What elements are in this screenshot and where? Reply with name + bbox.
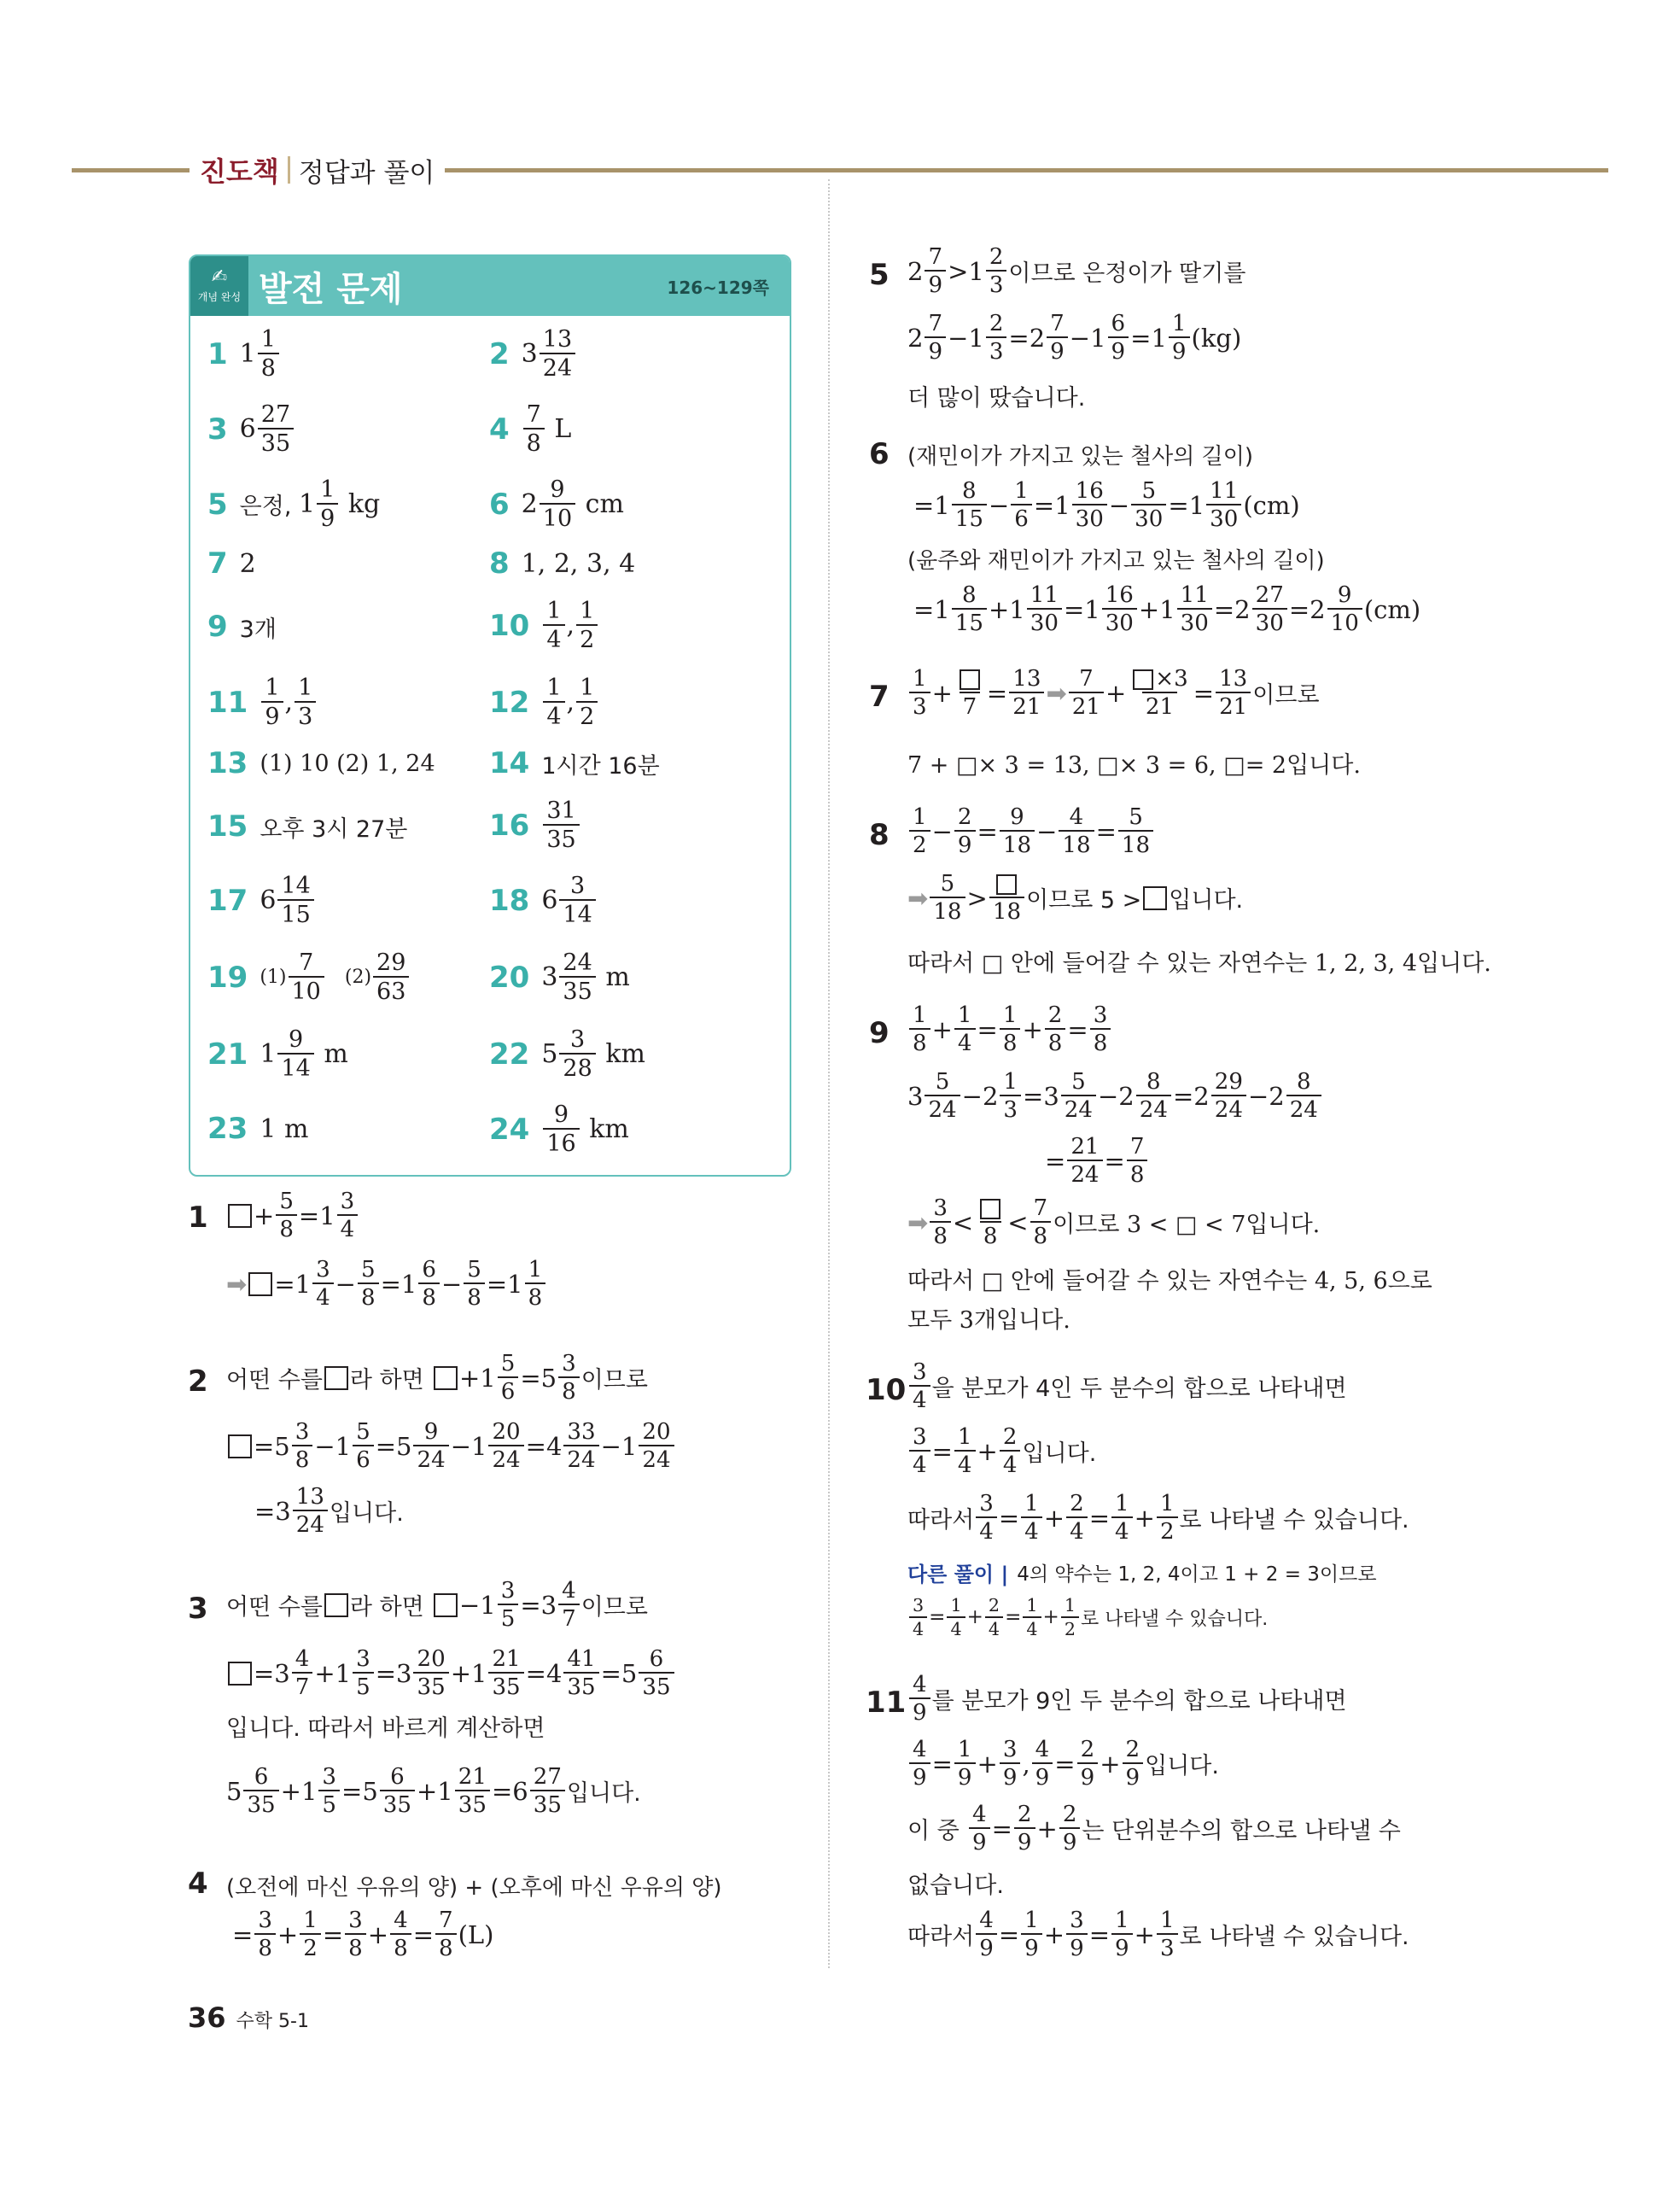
solution-11-line5: 따라서 $\frac{4}{9}$ = $\frac{1}{9}$ + $\frac{3}{9}$ = $\frac{1}{9}$ + $\frac{1}{3}$ 로 나타낼 수 있습니다. [907, 1908, 1409, 1962]
solution-6-line1: (재민이가 가지고 있는 철사의 길이) [907, 444, 1253, 470]
answer-number: 21 [207, 1037, 248, 1072]
answer-value: 1 m [260, 1113, 309, 1144]
solution-5-number: 5 [869, 258, 890, 292]
answer-9 [207, 610, 277, 644]
answer-21: 21 1 $\frac{9}{14}$ m [207, 1026, 348, 1082]
solution-4-number: 4 [188, 1867, 208, 1901]
answer-16: 16 $\frac{31}{35}$ [489, 799, 581, 851]
solution-2-line2: =5 $\frac{3}{8}$ −1 $\frac{5}{6}$ =5 $\frac{9}{24}$ −1 $\frac{20}{24}$ =4 $\frac{33}{24}$ −1 $\frac{20}{24}$ [226, 1421, 676, 1471]
solution-11-line4: 없습니다. [907, 1873, 1004, 1899]
answer-number: 7 [207, 546, 228, 581]
answer-number: 6 [489, 487, 510, 522]
answer-number: 1 [207, 336, 228, 371]
column-divider [828, 179, 830, 1968]
badge-label: 개념 완성 [197, 291, 242, 303]
solution-9-line1: $\frac{1}{8}$ + $\frac{1}{4}$ = $\frac{1}{8}$ + $\frac{2}{8}$ = $\frac{3}{8}$ [907, 1004, 1112, 1055]
solution-2-number: 2 [188, 1364, 208, 1399]
answer-number: 8 [489, 546, 510, 581]
answer-value: 오후 3시 27분 [260, 815, 408, 843]
answer-6: 6 2 $\frac{9}{10}$ cm [489, 476, 624, 532]
answer-number: 24 [489, 1112, 530, 1147]
solution-5-line1: 2 $\frac{7}{9}$ >1 $\frac{2}{3}$ 이므로 은정이가 딸기를 [907, 244, 1246, 299]
answer-value: (1) 10 (2) 1, 24 [260, 750, 435, 777]
page-number: 36 [188, 2001, 226, 2034]
solution-5-line3: 더 많이 땄습니다. [907, 385, 1086, 412]
solution-3-line1: 어떤 수를 라 하면 −1 $\frac{3}{5}$ =3 $\frac{4}{7}$ 이므로 [226, 1578, 648, 1633]
answer-19: 19 (1) $\frac{7}{10}$ (2) $\frac{29}{63}$ [207, 951, 411, 1003]
solution-9-number: 9 [869, 1016, 890, 1050]
solution-1-number: 1 [188, 1201, 208, 1235]
answer-23 [207, 1112, 308, 1146]
answer-20: 20 3 $\frac{24}{35}$ m [489, 949, 630, 1005]
section-name: 정답과 풀이 [298, 157, 435, 189]
solution-10-alt-line2: $\frac{3}{4}$ = $\frac{1}{4}$ + $\frac{2}{4}$ = $\frac{1}{4}$ + $\frac{1}{2}$ 로 나타낼 수 있습니다. [907, 1597, 1268, 1638]
solution-6-line2: =1 $\frac{8}{15}$ − $\frac{1}{6}$ =1 $\frac{16}{30}$ − $\frac{5}{30}$ =1 $\frac{11}{30}$ (cm) [913, 478, 1300, 533]
answer-1: 1 1 $\frac{1}{8}$ [207, 328, 281, 380]
solution-8-number: 8 [869, 818, 890, 852]
answer-number: 23 [207, 1112, 248, 1146]
answer-number: 4 [489, 412, 510, 447]
answer-value: 3개 [239, 616, 277, 643]
answer-number: 9 [207, 610, 228, 644]
answer-11: 11 $\frac{1}{9}$ , $\frac{1}{3}$ [207, 676, 318, 728]
answer-2: 2 3 $\frac{13}{24}$ [489, 328, 577, 380]
answer-14 [489, 746, 660, 780]
answer-10: 10 $\frac{1}{4}$ , $\frac{1}{2}$ [489, 599, 599, 651]
page-range: 126~129쪽 [667, 277, 769, 298]
solution-9-line3: = $\frac{21}{24}$ = $\frac{7}{8}$ [1045, 1136, 1149, 1186]
header-rule-right [444, 168, 1608, 172]
answer-24: 24 $\frac{9}{16}$ km [489, 1101, 629, 1157]
answer-12: 12 $\frac{1}{4}$ , $\frac{1}{2}$ [489, 676, 599, 728]
solution-5-line2: 2 $\frac{7}{9}$ −1 $\frac{2}{3}$ =2 $\frac{7}{9}$ −1 $\frac{6}{9}$ =1 $\frac{1}{9}$ (kg) [907, 311, 1242, 365]
answer-number: 11 [207, 685, 248, 720]
solution-4-line2: = $\frac{3}{8}$ + $\frac{1}{2}$ = $\frac{3}{8}$ + $\frac{4}{8}$ = $\frac{7}{8}$ (L) [232, 1908, 494, 1962]
answer-number: 5 [207, 487, 228, 522]
answer-number: 15 [207, 809, 248, 844]
solution-3-number: 3 [188, 1592, 208, 1626]
answer-number: 18 [489, 883, 530, 918]
arrow-icon: ➡ [1046, 678, 1067, 708]
solution-11-number: 11 [866, 1686, 907, 1720]
solution-1-line2: ➡ =1 $\frac{3}{4}$ − $\frac{5}{8}$ =1 $\frac{6}{8}$ − $\frac{5}{8}$ =1 $\frac{1}{8}$ [226, 1259, 547, 1309]
answer-5: 5 은정, 1 $\frac{1}{9}$ kg [207, 476, 381, 532]
solution-11-line1: $\frac{4}{9}$ 를 분모가 9인 두 분수의 합으로 나타내면 [907, 1674, 1347, 1724]
answer-number: 19 [207, 960, 248, 995]
answer-8 [489, 546, 635, 581]
answer-22: 22 5 $\frac{3}{28}$ km [489, 1026, 645, 1082]
solution-11-line2: $\frac{4}{9}$ = $\frac{1}{9}$ + $\frac{3}{9}$ , $\frac{4}{9}$ = $\frac{2}{9}$ + $\frac{2}{9}$ 입니다. [907, 1738, 1219, 1789]
answer-15 [207, 809, 407, 844]
header-rule-left [72, 168, 200, 172]
arrow-icon: ➡ [907, 1207, 929, 1237]
answer-value: 1, 2, 3, 4 [521, 548, 636, 579]
answer-4: 4 $\frac{7}{8}$ L [489, 401, 572, 457]
concept-badge [190, 256, 248, 316]
answer-box-title: 발전 문제 [259, 269, 403, 309]
page-footer [188, 2001, 309, 2034]
answer-number: 17 [207, 883, 248, 918]
answer-18: 18 6 $\frac{3}{14}$ [489, 874, 598, 926]
solution-7-line2: 7 + □× 3 = 13, □× 3 = 6, □= 2입니다. [907, 752, 1361, 779]
solution-8-line3: 따라서 □ 안에 들어갈 수 있는 자연수는 1, 2, 3, 4입니다. [907, 950, 1491, 977]
solution-8-line1: $\frac{1}{2}$ − $\frac{2}{9}$ = $\frac{9}{18}$ − $\frac{4}{18}$ = $\frac{5}{18}$ [907, 806, 1155, 856]
solution-6-number: 6 [869, 437, 890, 471]
answer-number: 16 [489, 808, 530, 843]
answer-number: 12 [489, 685, 530, 720]
solution-1-line1: + $\frac{5}{8}$ =1 $\frac{3}{4}$ [226, 1190, 359, 1241]
header-separator [288, 156, 290, 184]
answer-13 [207, 746, 435, 780]
solution-10-number: 10 [866, 1373, 907, 1407]
solution-3-line2: =3 $\frac{4}{7}$ +1 $\frac{3}{5}$ =3 $\frac{20}{35}$ +1 $\frac{21}{35}$ =4 $\frac{41}{35}$ =5 $\frac{6}{35}$ [226, 1648, 676, 1698]
arrow-icon: ➡ [226, 1269, 248, 1299]
answer-value: 1시간 16분 [541, 752, 660, 780]
answer-number: 14 [489, 746, 530, 780]
answer-box-header [190, 256, 790, 316]
answer-number: 3 [207, 412, 228, 447]
answer-number: 22 [489, 1037, 530, 1072]
answer-number: 13 [207, 746, 248, 780]
book-name: 진도책 [200, 155, 279, 188]
solution-11-line3: 이 중 $\frac{4}{9}$ = $\frac{2}{9}$ + $\frac{2}{9}$ 는 단위분수의 합으로 나타낼 수 [907, 1802, 1401, 1856]
solution-10-alt: 다른 풀이 | 4의 약수는 1, 2, 4이고 1 + 2 = 3이므로 [907, 1557, 1377, 1587]
answer-number: 10 [489, 608, 530, 643]
solution-8-line2: ➡ $\frac{5}{18}$ > 18 이므로 5 > 입니다. [907, 871, 1244, 926]
solution-6-line3: (윤주와 재민이가 가지고 있는 철사의 길이) [907, 548, 1325, 574]
solution-3-line4: 5 $\frac{6}{35}$ +1 $\frac{3}{5}$ =5 $\frac{6}{35}$ +1 $\frac{21}{35}$ =6 $\frac{27}{35}$ 입니다. [226, 1764, 641, 1819]
solution-3-line3: 입니다. 따라서 바르게 계산하면 [226, 1715, 545, 1742]
answer-number: 2 [489, 336, 510, 371]
answer-17: 17 6 $\frac{14}{15}$ [207, 874, 316, 926]
solution-10-line1: $\frac{3}{4}$ 을 분모가 4인 두 분수의 합으로 나타내면 [907, 1361, 1347, 1411]
solution-7-number: 7 [869, 680, 890, 714]
solution-10-line3: 따라서 $\frac{3}{4}$ = $\frac{1}{4}$ + $\frac{2}{4}$ = $\frac{1}{4}$ + $\frac{1}{2}$ 로 나타낼 수 있습니다. [907, 1491, 1409, 1545]
solution-9-line5: 따라서 □ 안에 들어갈 수 있는 자연수는 4, 5, 6으로 [907, 1268, 1432, 1294]
solution-2-line3: =3 $\frac{13}{24}$ 입니다. [254, 1484, 404, 1539]
arrow-icon: ➡ [907, 883, 929, 913]
solution-6-line4: =1 $\frac{8}{15}$ +1 $\frac{11}{30}$ =1 $\frac{16}{30}$ +1 $\frac{11}{30}$ =2 $\frac{27}{30}$ =2 $\frac{9}{10}$ (cm) [913, 582, 1421, 637]
answer-value: 2 [239, 548, 256, 579]
solution-10-line2: $\frac{3}{4}$ = $\frac{1}{4}$ + $\frac{2}{4}$ 입니다. [907, 1426, 1096, 1476]
solution-7-line1: $\frac{1}{3}$ + 7 = $\frac{13}{21}$ ➡ $\frac{7}{21}$ + $\frac{\times 3}{21}$ = $\frac{13}{21}$ 이므로 [907, 668, 1320, 718]
book-title: 수학 5-1 [236, 2011, 309, 2032]
answer-3: 3 6 $\frac{27}{35}$ [207, 403, 295, 455]
solution-2-line1: 어떤 수를 라 하면 +1 $\frac{5}{6}$ =5 $\frac{3}{8}$ 이므로 [226, 1351, 648, 1405]
alt-solution-tag: 다른 풀이 | [907, 1563, 1009, 1586]
page-header [190, 150, 445, 190]
hand-icon: ✍ [211, 266, 228, 288]
solution-9-line2: 3 $\frac{5}{24}$ −2 $\frac{1}{3}$ =3 $\frac{5}{24}$ −2 $\frac{8}{24}$ =2 $\frac{29}{24}$ −2 $\frac{8}{24}$ [907, 1071, 1323, 1121]
solution-9-line6: 모두 3개입니다. [907, 1307, 1070, 1334]
answer-number: 20 [489, 960, 530, 995]
answer-7 [207, 546, 256, 581]
solution-9-line4: ➡ $\frac{3}{8}$ < 8 < $\frac{7}{8}$ 이므로 3 < □ < 7입니다. [907, 1195, 1321, 1250]
solution-4-line1: (오전에 마신 우유의 양) + (오후에 마신 우유의 양) [226, 1875, 722, 1901]
